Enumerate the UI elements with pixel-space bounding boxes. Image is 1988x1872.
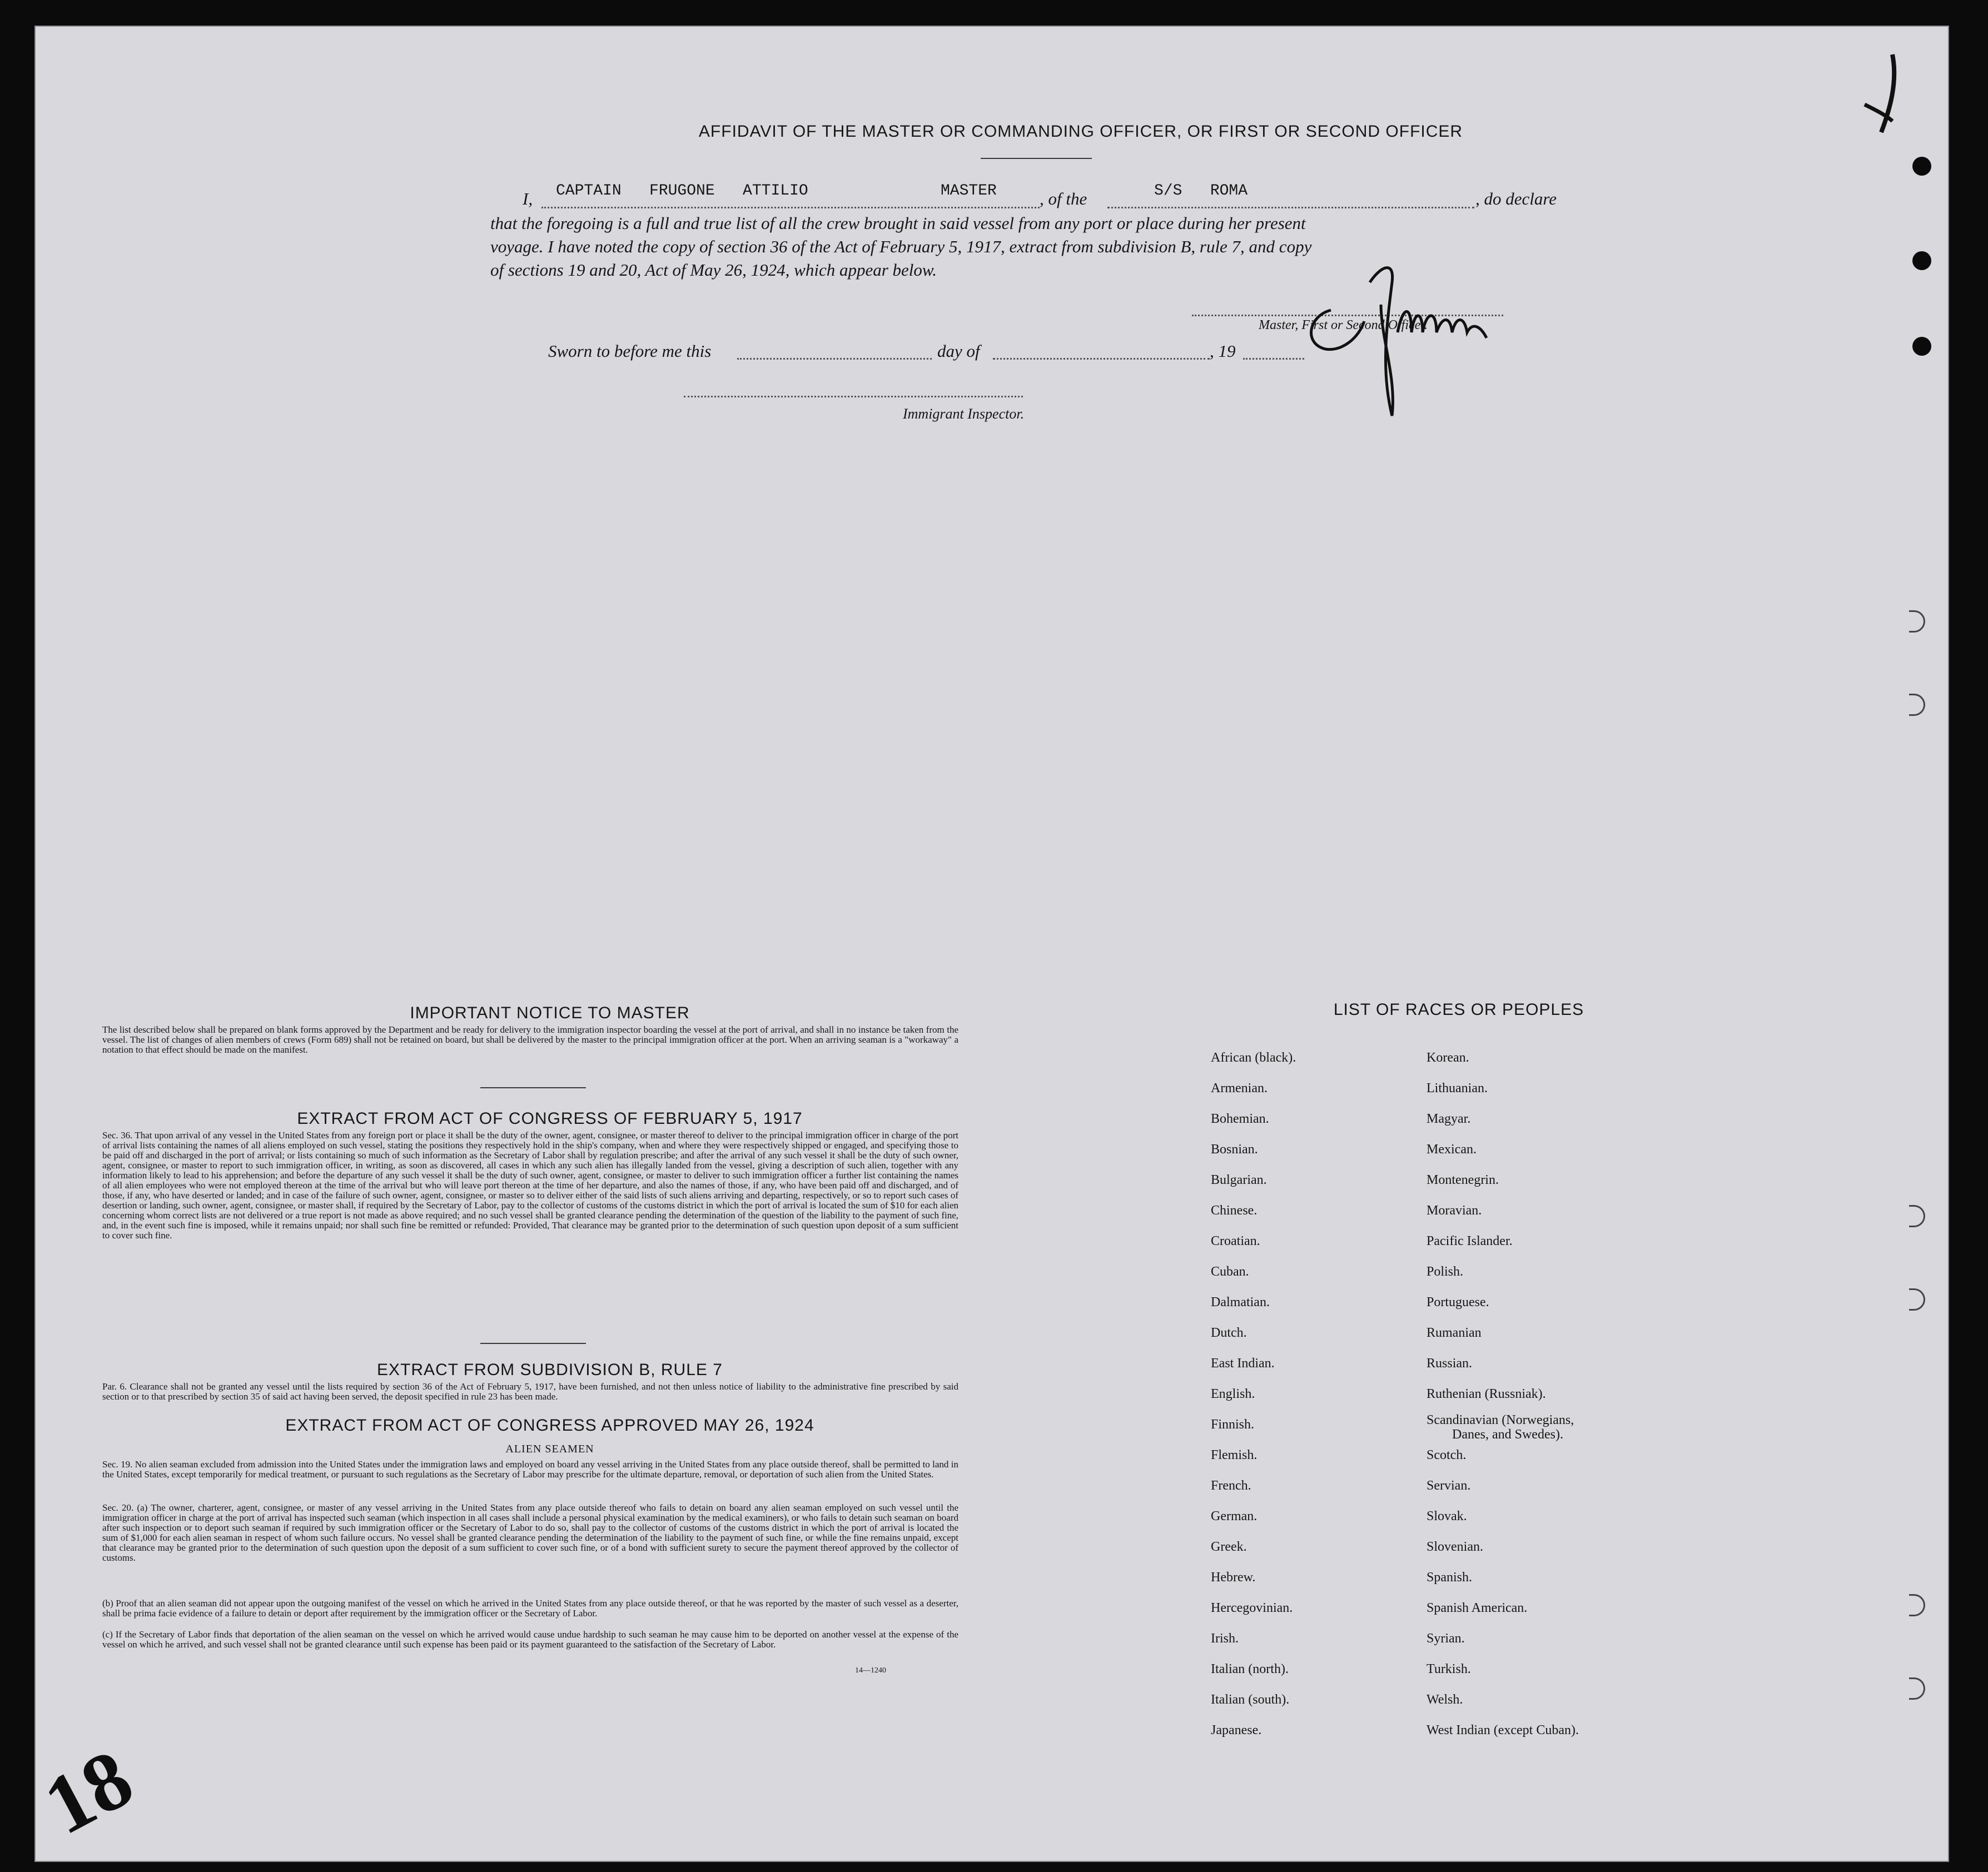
- race-item: Russian.: [1427, 1356, 1473, 1371]
- race-item: German.: [1211, 1509, 1258, 1524]
- extract-1924-sec20a: Sec. 20. (a) The owner, charterer, agent, consignee, or master of any vessel arriving in the United States from any place outside thereof who fails to detain on board any alien seaman employed on such vessel until the immigration officer in charge at the port of arrival has inspected such seaman (which inspection in all cases shall include a personal physical examination by the medical examiners), or who fails to detain such seaman on board after such inspection or to deport such seaman if required by such immigration officer or the Secretary of Labor to do so, shall pay to the collector of customs of the customs district in which the port of arrival is located the sum of $1,000 for each alien seaman in respect of whom such failure occurs. No vessel shall be granted clearance pending the determination of the liability to the payment of such fine, or while the fine remains unpaid, except that clearance may be granted prior to the determination of such question upon the deposit of a sum sufficient to cover such fine, or of a bond with sufficient surety to secure the payment thereof approved by the collector of customs.: [102, 1502, 958, 1563]
- binder-hole: [1912, 337, 1931, 356]
- race-item: Bosnian.: [1211, 1142, 1258, 1157]
- binder-hole-mark: [1909, 694, 1925, 716]
- race-item: Turkish.: [1427, 1662, 1471, 1676]
- race-item: Syrian.: [1427, 1631, 1465, 1646]
- title-rule: [981, 158, 1092, 159]
- race-item: Scandinavian (Norwegians,: [1427, 1413, 1574, 1427]
- rank-value: MASTER: [941, 182, 997, 200]
- race-item: West Indian (except Cuban).: [1427, 1723, 1579, 1737]
- race-item: Pacific Islander.: [1427, 1234, 1513, 1248]
- race-item: Armenian.: [1211, 1081, 1268, 1096]
- notice-title: IMPORTANT NOTICE TO MASTER: [410, 1004, 690, 1022]
- section-rule: [480, 1087, 586, 1088]
- sworn-year-field-line: [1243, 358, 1304, 360]
- race-item: Croatian.: [1211, 1234, 1260, 1248]
- race-item: Magyar.: [1427, 1112, 1471, 1126]
- races-title: LIST OF RACES OR PEOPLES: [1333, 1000, 1584, 1019]
- notice-text: The list described below shall be prepared on blank forms approved by the Department and be ready for delivery to the immigration inspector boarding the vessel at the port of arrival, and shall in no instance be taken from the vessel. The list of changes of alien members of crews (Form 689) shall not be retained on board, but shall be delivered by the master to the principal immigration officer at the port. When an arriving seaman is a "workaway" a notation to that effect should be made on the manifest.: [102, 1024, 958, 1055]
- race-item: Lithuanian.: [1427, 1081, 1488, 1096]
- race-item: Hercegovinian.: [1211, 1601, 1293, 1615]
- master-name-value: CAPTAIN FRUGONE ATTILIO: [556, 182, 808, 200]
- race-item: Cuban.: [1211, 1264, 1249, 1279]
- extract-1917-title: EXTRACT FROM ACT OF CONGRESS OF FEBRUARY 5, 1917: [297, 1109, 803, 1128]
- race-item: Dalmatian.: [1211, 1295, 1270, 1310]
- race-item: Slovak.: [1427, 1509, 1467, 1524]
- race-item: Chinese.: [1211, 1203, 1258, 1218]
- race-item: Montenegrin.: [1427, 1173, 1499, 1187]
- race-item: Irish.: [1211, 1631, 1239, 1646]
- race-item: Dutch.: [1211, 1326, 1247, 1340]
- race-item: Bohemian.: [1211, 1112, 1269, 1126]
- binder-hole-mark: [1909, 1205, 1925, 1227]
- signature-caption: Master, First or Second Officer.: [1259, 318, 1428, 332]
- race-item: Italian (south).: [1211, 1692, 1290, 1707]
- extract-1924-sec20c: (c) If the Secretary of Labor finds that deportation of the alien seaman on the vessel on which he arrived would cause undue hardship to such seaman he may cause him to be deported on another vessel at the expense of the vessel on which he arrived, and such vessel shall not be granted clearance until such expense has been paid or its payment guaranteed to the satisfaction of the Secretary of Labor.: [102, 1629, 958, 1650]
- affidavit-body-line-3: of sections 19 and 20, Act of May 26, 1924, which appear below.: [490, 260, 937, 280]
- race-item: Ruthenian (Russniak).: [1427, 1387, 1546, 1401]
- binder-hole: [1912, 251, 1931, 270]
- sworn-label: Sworn to before me this: [548, 341, 712, 361]
- sworn-month-field-line: [993, 358, 1210, 360]
- race-item: Finnish.: [1211, 1417, 1255, 1432]
- race-item: Servian.: [1427, 1478, 1471, 1493]
- extract-1917-text: Sec. 36. That upon arrival of any vessel in the United States from any foreign port or place it shall be the duty of the owner, agent, consignee, or master thereof to deliver to the principal immigration officer in charge of the port of arrival lists containing the names of all aliens employed on such vessel, stating the positions they respectively hold in the ship's company, when and where they were respectively shipped or engaged, and specifying those to be paid off and discharged in the port of arrival; or lists containing so much of such information as the Secretary of Labor shall by regulation prescribe; and after the arrival of any such vessel it shall be the duty of such owner, agent, consignee, or master to report to such immigration officer, in writing, as soon as discovered, all cases in which any such alien has illegally landed from the vessel, giving a description of such alien, together with any information likely to lead to his apprehension; and before the departure of any such vessel it shall be the duty of such owner, agent, consignee, or master to deliver to such immigration officer a further list containing the names of all alien employees who were not employed thereon at the time of the arrival but who will leave port thereon at the time of her departure, and also the names of those, if any, who have been paid off and discharged, and of those, if any, who have deserted or landed; and in case of the failure of such owner, agent, consignee, or master so to deliver either of the said lists of such aliens arriving and departing, respectively, or so to report such cases of desertion or landing, such owner, agent, consignee, or master shall, if required by the Secretary of Labor, pay to the collector of customs of the customs district in which the port of arrival is located the sum of $10 for each alien concerning whom correct lists are not delivered or a true report is not made as above required; and no such vessel shall be granted clearance pending the determination of the question of the liability to the payment of such fine, and, in the event such fine is imposed, while it remains unpaid; nor shall such fine be remitted or refunded: Provided, That clearance may be granted prior to the determination of such question upon deposit of a sum sufficient to cover such fine.: [102, 1130, 958, 1241]
- extract-1924-title: EXTRACT FROM ACT OF CONGRESS APPROVED MAY 26, 1924: [285, 1416, 814, 1435]
- race-item: Bulgarian.: [1211, 1173, 1267, 1187]
- race-item: Greek.: [1211, 1540, 1247, 1554]
- extract-1924-sec20b: (b) Proof that an alien seaman did not appear upon the outgoing manifest of the vessel on which he arrived in the United States from any place outside thereof, or that he was reported by the master of such vessel as a deserter, shall be prima facie evidence of a failure to detain or deport after requirement by the immigration officer or the Secretary of Labor.: [102, 1598, 958, 1619]
- race-item: Welsh.: [1427, 1692, 1463, 1707]
- pen-mark: [1859, 49, 1926, 138]
- master-name-field-line: [541, 207, 1040, 208]
- race-item: Moravian.: [1427, 1203, 1482, 1218]
- binder-hole-mark: [1909, 1594, 1925, 1616]
- year-prefix: , 19: [1210, 341, 1236, 361]
- race-item: Spanish American.: [1427, 1601, 1528, 1615]
- race-item: Italian (north).: [1211, 1662, 1289, 1676]
- race-item: Scotch.: [1427, 1448, 1467, 1462]
- extract-1924-subtitle: ALIEN SEAMEN: [505, 1443, 594, 1455]
- affidavit-title: AFFIDAVIT OF THE MASTER OR COMMANDING OFFICER, OR FIRST OR SECOND OFFICER: [698, 122, 1463, 141]
- handwritten-signature: [1298, 249, 1509, 427]
- race-item: Korean.: [1427, 1050, 1469, 1065]
- section-rule: [480, 1343, 586, 1344]
- affidavit-body-line-2: voyage. I have noted the copy of section 36 of the Act of February 5, 1917, extract from subdivision B, rule 7, and copy: [490, 237, 1312, 256]
- race-item: Danes, and Swedes).: [1452, 1427, 1563, 1442]
- binder-hole: [1912, 157, 1931, 176]
- race-item: Flemish.: [1211, 1448, 1258, 1462]
- race-item: Hebrew.: [1211, 1570, 1256, 1585]
- manifest-page: [29, 26, 1949, 1862]
- declare-label: , do declare: [1475, 189, 1557, 208]
- rule7-text: Par. 6. Clearance shall not be granted any vessel until the lists required by section 36 of the Act of February 5, 1917, have been furnished, and not then unless notice of liability to the administrative fine prescribed by said section or to that prescribed by section 35 of said act having been served, the deposit specified in rule 23 has been made.: [102, 1381, 958, 1402]
- race-item: French.: [1211, 1478, 1251, 1493]
- vessel-value: S/S ROMA: [1154, 182, 1248, 200]
- race-item: East Indian.: [1211, 1356, 1275, 1371]
- race-item: Japanese.: [1211, 1723, 1262, 1737]
- rule7-title: EXTRACT FROM SUBDIVISION B, RULE 7: [377, 1361, 723, 1379]
- race-item: Spanish.: [1427, 1570, 1473, 1585]
- vessel-field-line: [1107, 207, 1474, 208]
- race-item: Polish.: [1427, 1264, 1464, 1279]
- race-item: Slovenian.: [1427, 1540, 1483, 1554]
- race-item: Portuguese.: [1427, 1295, 1489, 1310]
- race-item: African (black).: [1211, 1050, 1296, 1065]
- inspector-caption: Immigrant Inspector.: [903, 406, 1025, 422]
- inspector-signature-line: [684, 396, 1023, 397]
- binder-hole-mark: [1909, 1288, 1925, 1311]
- day-of-label: day of: [937, 341, 980, 361]
- race-item: English.: [1211, 1387, 1255, 1401]
- binder-hole-mark: [1909, 610, 1925, 633]
- form-number: 14—1240: [855, 1666, 886, 1675]
- stamp-number: 18: [29, 1731, 147, 1853]
- extract-1924-sec19: Sec. 19. No alien seaman excluded from admission into the United States under the immigration laws and employed on board any vessel arriving in the United States from any place outside thereof, shall be permitted to land in the United States, except temporarily for medical treatment, or pursuant to such regulations as the Secretary of Labor may prescribe for the ultimate departure, removal, or deportation of such alien from the United States.: [102, 1459, 958, 1480]
- sworn-date-field-line: [737, 358, 932, 360]
- race-item: Rumanian: [1427, 1326, 1482, 1340]
- race-item: Mexican.: [1427, 1142, 1477, 1157]
- of-the-label: , of the: [1040, 189, 1087, 208]
- affidavit-i-label: I,: [523, 189, 533, 208]
- affidavit-body-line-1: that the foregoing is a full and true list of all the crew brought in said vessel from any port or place during her present: [490, 213, 1306, 233]
- binder-hole-mark: [1909, 1677, 1925, 1700]
